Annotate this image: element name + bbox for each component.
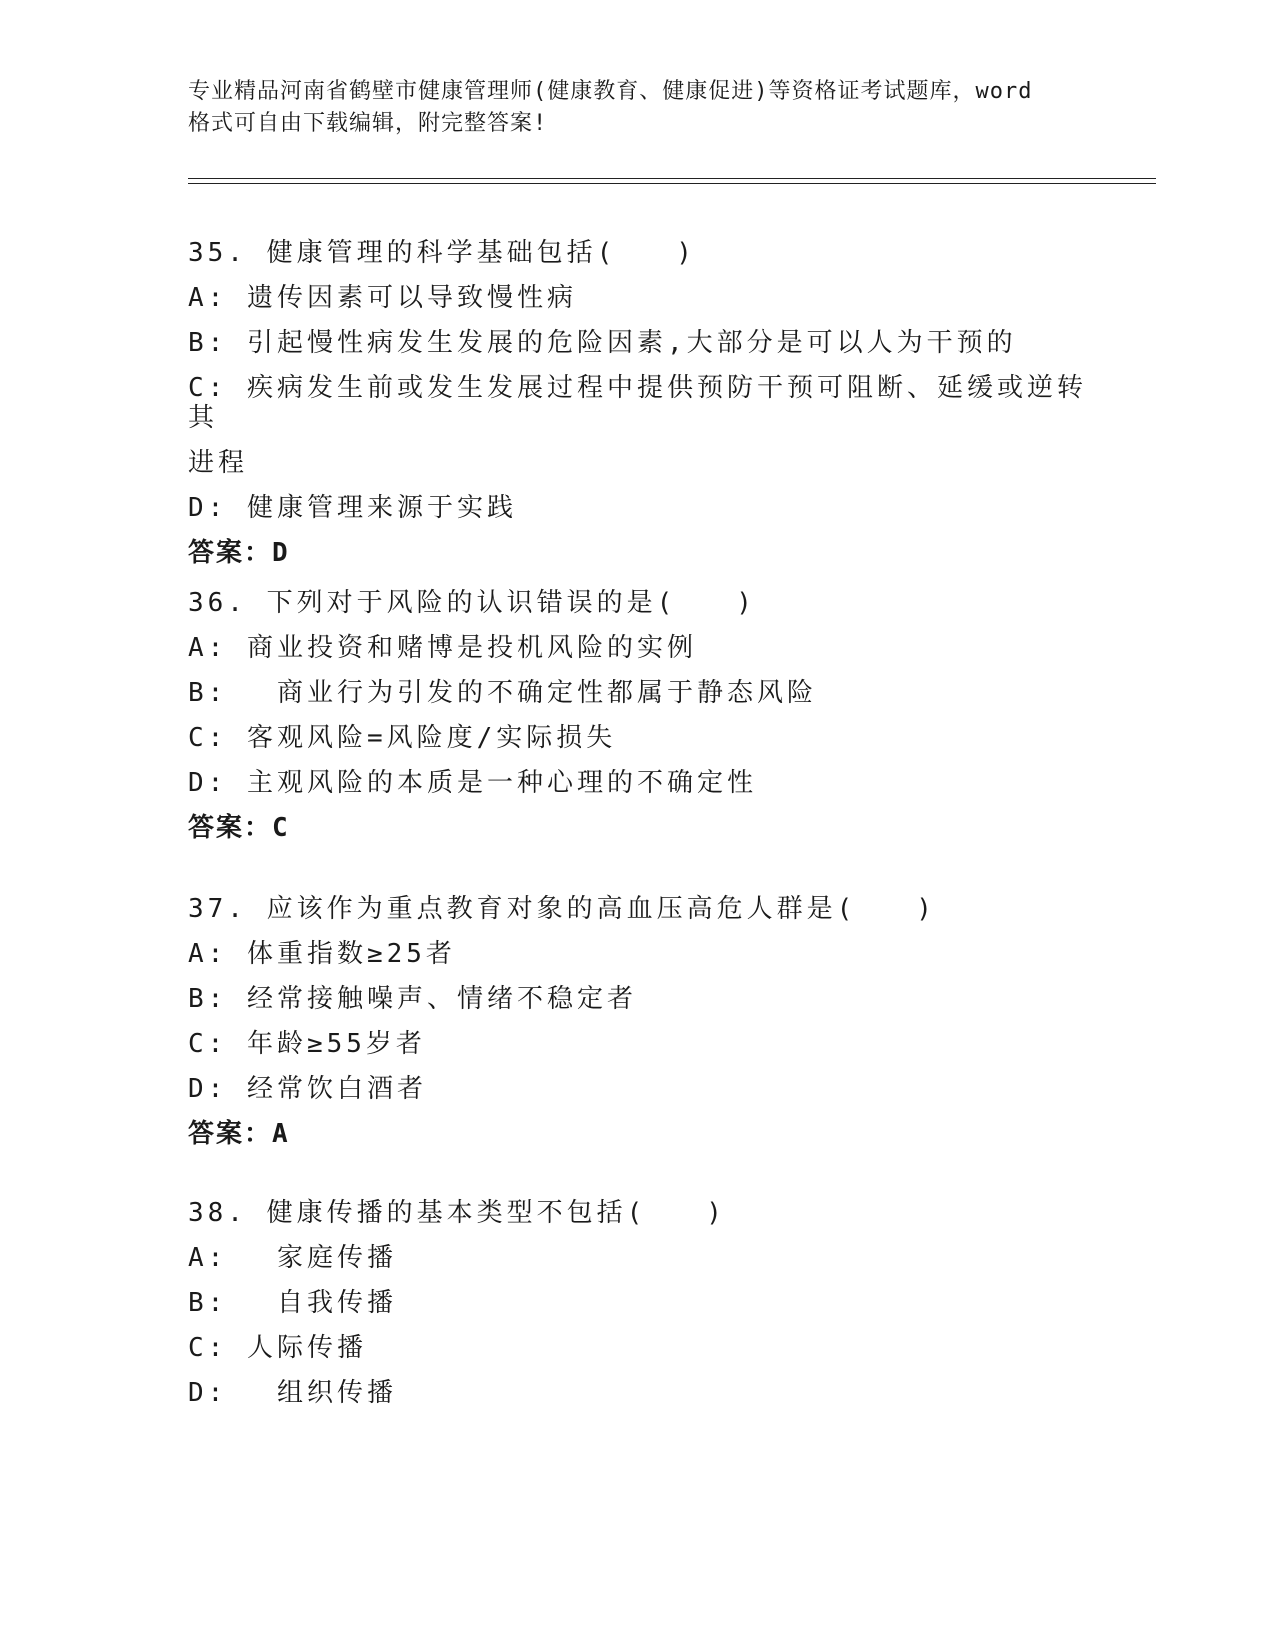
question-37 [188,894,1088,1149]
header-line-1: 专业精品河南省鹤壁市健康管理师(健康教育、健康促进)等资格证考试题库，word [188,79,1033,104]
answer-label: 答案： [188,538,273,568]
option-c-continuation: 进程 [188,448,249,478]
option-b: B: 经常接触噪声、情绪不稳定者 [188,984,637,1014]
answer [188,813,1088,843]
answer-value: D [272,538,290,568]
option-d: D: 健康管理来源于实践 [188,493,517,523]
question-38 [188,1198,1088,1423]
answer [188,538,1088,568]
question-stem: 38. 健康传播的基本类型不包括( ) [188,1198,726,1228]
option-a: A: 体重指数≥25者 [188,939,456,969]
option-c: C: 客观风险=风险度/实际损失 [188,723,617,753]
header-line-2: 格式可自由下载编辑，附完整答案! [188,111,548,136]
answer [188,1119,1088,1149]
option-b: B: 引起慢性病发生发展的危险因素,大部分是可以人为干预的 [188,328,1017,358]
question-36 [188,588,1088,843]
answer-value: A [272,1119,290,1149]
question-stem: 35. 健康管理的科学基础包括( ) [188,238,696,268]
option-d: D: 主观风险的本质是一种心理的不确定性 [188,768,757,798]
answer-value: C [272,813,290,843]
option-d: D: 组织传播 [188,1378,397,1408]
question-stem: 36. 下列对于风险的认识错误的是( ) [188,588,756,618]
option-a: A: 商业投资和赌博是投机风险的实例 [188,633,697,663]
question-stem: 37. 应该作为重点教育对象的高血压高危人群是( ) [188,894,936,924]
option-a: A: 遗传因素可以导致慢性病 [188,283,577,313]
option-a: A: 家庭传播 [188,1243,397,1273]
option-d: D: 经常饮白酒者 [188,1074,427,1104]
question-35 [188,238,1088,568]
header-divider [188,178,1156,184]
option-b: B: 自我传播 [188,1288,397,1318]
option-c: C: 年龄≥55岁者 [188,1029,426,1059]
option-b: B: 商业行为引发的不确定性都属于静态风险 [188,678,817,708]
answer-label: 答案： [188,1119,273,1149]
option-c: C: 疾病发生前或发生发展过程中提供预防干预可阻断、延缓或逆转其 [188,373,1087,433]
answer-label: 答案： [188,813,273,843]
document-header [188,76,1088,140]
option-c: C: 人际传播 [188,1333,367,1363]
